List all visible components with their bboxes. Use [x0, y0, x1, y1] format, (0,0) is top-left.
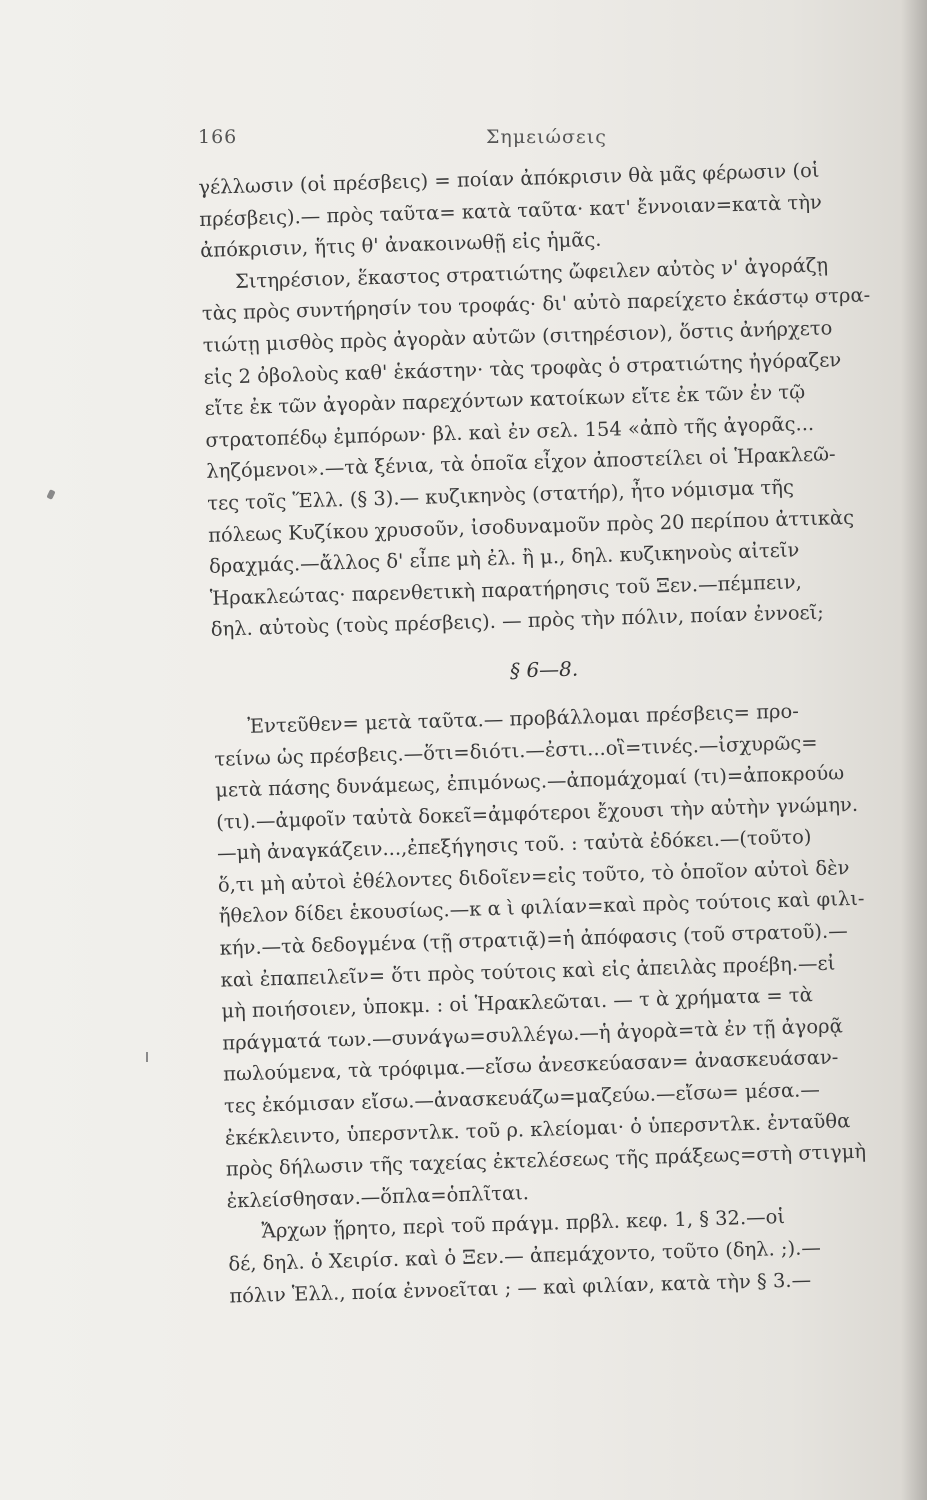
text-line: τείνω ὡς πρέσβεις.—ὅτι=διότι.—ἐστι...οἳ=τινές.—ἰσχυρῶς=: [214, 730, 818, 771]
page-header: [198, 126, 818, 156]
text-line: στρατοπέδῳ ἐμπόρων· βλ. καὶ ἐν σελ. 154 «ἀπὸ τῆς ἀγορᾶς...: [205, 411, 815, 452]
page-number: 166: [198, 126, 238, 148]
running-title: Σημειώσεις: [486, 126, 607, 148]
text-line: γέλλωσιν (οἱ πρέσβεις) = ποίαν ἀπόκρισιν θὰ μᾶς φέρωσιν (οἱ: [198, 158, 820, 199]
text-line: ἀπόκρισιν, ἥτις θ' ἀνακοινωθῇ εἰς ἡμᾶς.: [199, 227, 602, 263]
margin-mark: [46, 489, 55, 500]
text-line: μετὰ πάσης δυνάμεως, ἐπιμόνως.—ἀπομάχομαί (τι)=ἀποκρούω: [214, 761, 845, 802]
text-line: —μὴ ἀναγκάζειν...,ἐπεξήγησις τοῦ. : ταὐτὰ ἐδόκει.—(τοῦτο): [216, 825, 812, 866]
text-line: εἴτε ἐκ τῶν ἀγορὰν παρεχόντων κατοίκων εἴτε ἐκ τῶν ἐν τῷ: [204, 380, 806, 421]
text-line: Ἡρακλεώτας· παρενθετικὴ παρατήρησις τοῦ Ξεν.—πέμπειν,: [209, 570, 803, 610]
text-line: πόλιν Ἑλλ., ποία ἐννοεῖται ; — καὶ φιλίαν, κατὰ τὴν § 3.—: [229, 1267, 812, 1308]
text-line: δραχμάς.—ἄλλος δ' εἶπε μὴ ἐλ. ἢ μ., δηλ. κυζικηνοὺς αἰτεῖν: [208, 538, 800, 578]
text-line: τιώτῃ μισθὸς πρὸς ἀγορὰν αὐτῶν (σιτηρέσιον), ὅστις ἀνήρχετο: [202, 316, 833, 357]
text-line: εἰς 2 ὀβολοὺς καθ' ἑκάστην· τὰς τροφὰς ὁ στρατιώτης ἠγόραζεν: [203, 347, 842, 389]
text-line: τες ἐκόμισαν εἴσω.—ἀνασκευάζω=μαζεύω.—εἴσω= μέσα.—: [223, 1078, 821, 1118]
text-line: τες τοῖς Ἕλλ. (§ 3).— κυζικηνὸς (στατήρ), ἦτο νόμισμα τῆς: [206, 475, 795, 515]
text-line: ἤθελον δίδει ἑκουσίως.—κ α ὶ φιλίαν=καὶ πρὸς τούτοις καὶ φιλι-: [218, 887, 865, 929]
text-line: πωλούμενα, τὰ τρόφιμα.—εἴσω ἀνεσκεύασαν= ἀνασκευάσαν-: [222, 1045, 839, 1087]
text-line: δηλ. αὐτοὺς (τοὺς πρέσβεις). — πρὸς τὴν πόλιν, ποίαν ἐννοεῖ;: [210, 601, 825, 642]
text-line: τὰς πρὸς συντήρησίν του τροφάς· δι' αὐτὸ παρείχετο ἑκάστῳ στρα-: [201, 283, 871, 326]
text-line: πράγματά των.—συνάγω=συλλέγω.—ἡ ἀγορὰ=τὰ ἐν τῇ ἀγορᾷ: [222, 1014, 844, 1055]
margin-tick: [146, 1052, 148, 1062]
text-line: (τι).—ἀμφοῖν ταὐτὰ δοκεῖ=ἀμφότεροι ἔχουσι τὴν αὐτὴν γνώμην.: [215, 792, 859, 834]
text-line: ληζόμενοι».—τὰ ξένια, τὰ ὁποῖα εἶχον ἀποστείλει οἱ Ἡρακλεῶ-: [206, 442, 836, 484]
text-line: πόλεως Κυζίκου χρυσοῦν, ἰσοδυναμοῦν πρὸς 20 περίπου ἀττικὰς: [207, 505, 855, 547]
text-line: Ἄρχων ᾕρητο, περὶ τοῦ πράγμ. πρβλ. κεφ. 1, § 32.—οἱ: [261, 1205, 786, 1244]
text-line: καὶ ἐπαπειλεῖν= ὅτι πρὸς τούτοις καὶ εἰς ἀπειλὰς προέβη.—εἰ: [220, 951, 836, 992]
text-line: ἐκλείσθησαν.—ὅπλα=ὁπλῖται.: [226, 1180, 530, 1213]
text-line: Ἐντεῦθεν= μετὰ ταῦτα.— προβάλλομαι πρέσβεις= προ-: [247, 699, 800, 738]
text-line: μὴ ποιήσοιεν, ὑποκμ. : οἱ Ἡρακλεῶται. — τ ὰ χρήματα = τὰ: [221, 983, 814, 1023]
section-heading: § 6—8.: [509, 656, 579, 683]
text-line: πρὸς δήλωσιν τῆς ταχείας ἐκτελέσεως τῆς πράξεως=στὴ στιγμὴ: [225, 1139, 867, 1181]
text-line: Σιτηρέσιον, ἕκαστος στρατιώτης ὤφειλεν αὐτὸς ν' ἀγοράζῃ: [234, 253, 829, 293]
text-line: πρέσβεις).— πρὸς ταῦτα= κατὰ ταῦτα· κατ' ἔννοιαν=κατὰ τὴν: [198, 190, 823, 231]
text-line: δέ, δηλ. ὁ Χειρίσ. καὶ ὁ Ξεν.— ἀπεμάχοντο, τοῦτο (δηλ. ;).—: [228, 1236, 822, 1276]
text-line: ὅ,τι μὴ αὐτοὶ ἐθέλοντες διδοῖεν=εἰς τοῦτο, τὸ ὁποῖον αὐτοὶ δὲν: [217, 855, 850, 897]
text-line: ἐκέκλειντο, ὑπερσντλκ. τοῦ ρ. κλείομαι· ὁ ὑπερσντλκ. ἐνταῦθα: [224, 1108, 851, 1150]
text-line: κήν.—τὰ δεδογμένα (τῇ στρατιᾷ)=ἡ ἀπόφασις (τοῦ στρατοῦ).—: [219, 919, 848, 960]
notes-body: [198, 152, 927, 1312]
